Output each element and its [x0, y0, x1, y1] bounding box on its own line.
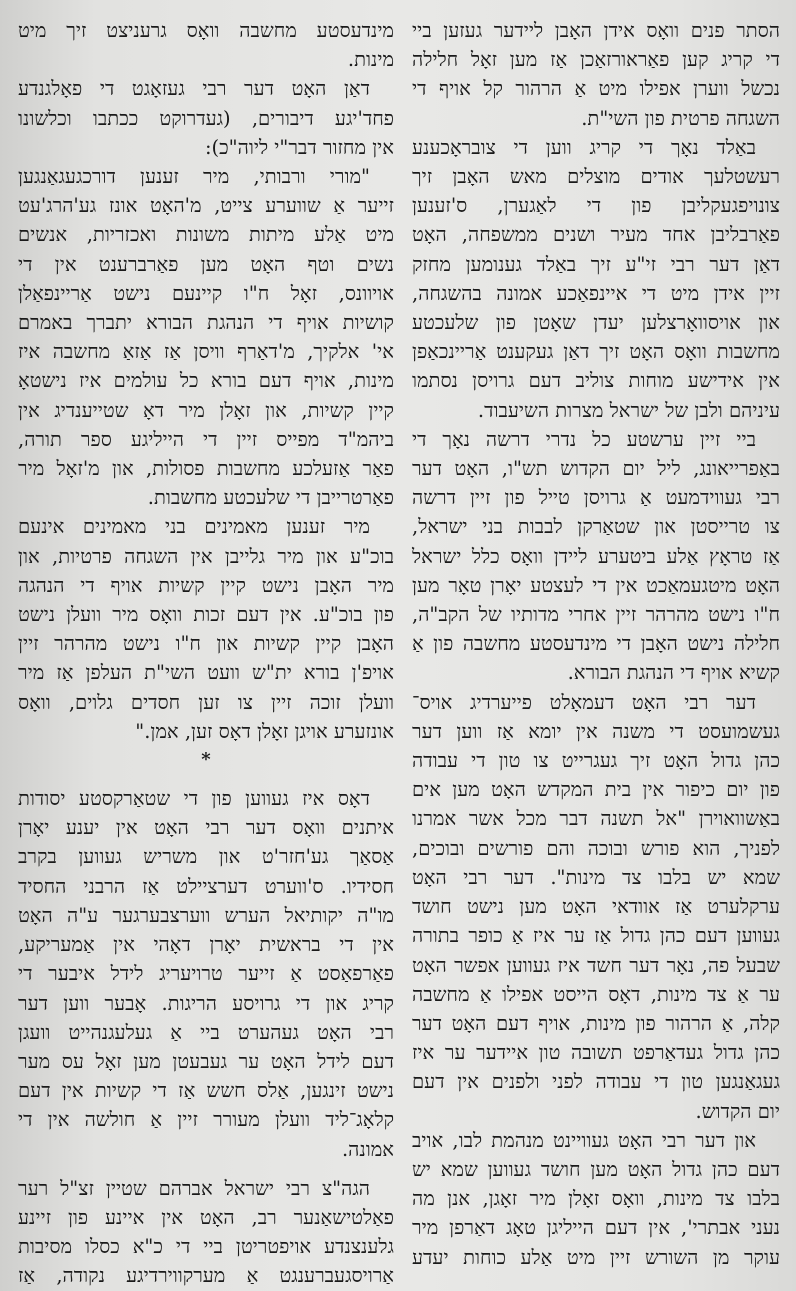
text-line: געשמועסט די משנה אין יומא אַז ווען דער: [412, 719, 780, 743]
text-line: גלענצנדע אויפטריטן ביי די כ"א כסלו מסיבות: [18, 1235, 394, 1259]
text-line: אַז טראָץ אַלע ביטערע ליידן וואָס כלל ישראל: [412, 544, 780, 568]
text-line: רבי האָט געהערט ביי אַ געלעגנהייט וועגן: [18, 1020, 394, 1044]
text-line: מינות.: [347, 48, 394, 72]
text-line: דאָס איז געווען פון די שטאַרקסטע יסודות: [18, 787, 370, 811]
text-line: פון בוכ"ע. אין דעם זכות וואָס מיר וועלן נישט: [18, 603, 394, 627]
text-line: הגה"צ רבי ישראל אברהם שטיין זצ"ל רער: [18, 1176, 370, 1200]
text-line: חלילה נישט האָבן די מינדעסטע מחשבה פון אַ: [412, 632, 780, 656]
text-line: רבי געווידמעט אַ גרויסן טייל פון זיין דרשה: [412, 486, 780, 510]
paragraph-6: [18, 1174, 394, 1291]
text-line: באַלד נאָך די קריג ווען די צובראָכענע: [412, 135, 756, 159]
text-line: בוכ"ע און מיר גלייבן אין השגחה פרטיות, און: [18, 544, 394, 568]
text-line: מחשבות וואָס האָט זיך דאַן געקענט אַריינכאַפן: [412, 340, 780, 364]
text-line: באַשוואוירן "אל תשנה דבר מכל אשר אמרנו: [412, 807, 780, 831]
text-line: בלבו צד מינות, וואָס זאָלן מיר זאָגן, אנן מה: [412, 1187, 780, 1211]
text-line: עוקר מן השורש זיין מיט אַלע כוחות יעדע: [412, 1245, 780, 1269]
text-line: פחד'יגע דיבורים, (געדרוקט ככתבו וכלשונו: [18, 106, 394, 130]
paragraph-2: [18, 74, 394, 162]
text-line: מיר האָבן נישט קיין קשיות אויף די הנהגה: [18, 573, 394, 597]
paragraph-3: [412, 425, 780, 688]
text-line: אויפ'ן בורא ית"ש וועט השי"ת העלפן אַז מיר: [18, 661, 394, 685]
text-line: כהן גדול האָט זיך געגרייט צו טון די עבודה: [412, 749, 780, 773]
text-line: זייער אַ שווערע צייט, מ'האָט אונז גע'הרג'עט: [18, 194, 394, 218]
text-line: ביי זיין ערשטע כל נדרי דרשה נאָך די: [412, 427, 756, 451]
text-line: צו טרייסטן און שטאַרקן לבבות בני ישראל,: [412, 515, 780, 539]
text-line: נעני אבתרי', אין דעם הייליגן טאָג דאַרפן מיר: [412, 1216, 780, 1240]
text-line: עיניהם ולבן של ישראל מצרות השיעבוד.: [477, 398, 780, 422]
text-line: דעם כהן גדול האָט מען חושד געווען שמא יש: [412, 1157, 780, 1181]
text-line: שבעל פה, נאָר דער חשד איז געווען אפשר האָט: [412, 953, 780, 977]
text-line: שמא יש בלבו צד מינות". דער רבי האָט: [412, 865, 780, 889]
text-line: געווען דעם כהן גדול אַז ער איז אַ כופר בתורה: [412, 924, 780, 948]
text-line: לפניך, הוא פורש ובוכה והם פורשים ובוכים,: [412, 836, 780, 860]
text-line: קלאָג־ליד וועלן מעורר זיין אַ חולשה אין די: [18, 1108, 394, 1132]
right-column: [412, 16, 780, 1272]
text-line: הסתר פנים וואָס אידן האָבן ליידער געזען ביי: [412, 19, 780, 42]
text-line: מיר זענען מאמינים בני מאמינים אינעם: [18, 515, 370, 539]
text-line: ערקלערט אַז אוודאי האָט מען נישט חושד: [412, 895, 780, 919]
text-line: האָט מיטגעמאַכט אין די לעצטע יאָרן טאָר מען: [412, 573, 780, 597]
text-line: אין אידישע מוחות צוליב דעם גרויסן נסתמו: [412, 369, 780, 393]
text-line: האָבן קיין קשיות און ח"ו נישט מהרהר זיין: [18, 632, 394, 656]
text-line: יום הקדוש.: [695, 1099, 780, 1123]
text-line: ח"ו נישט מהרהר זיין אחרי מדותיו של הקב"ה,: [412, 603, 780, 627]
text-line: און דער רבי האָט געוויינט מנהמת לבו, אויב: [412, 1128, 756, 1152]
text-line: השגחה פרטית פון השי"ת.: [581, 106, 780, 130]
text-line: אמונה.: [341, 1137, 394, 1161]
text-line: פאַרטרייבן די שלעכטע מחשבות.: [147, 486, 394, 510]
left-column: [18, 16, 394, 1291]
spacer: [18, 1164, 394, 1174]
text-line: פאַרבליבן אחד מעיר ושנים ממשפחה, האָט: [412, 223, 780, 247]
text-line: קריג און די גרויסע הריגות. אָבער ווען דער: [18, 991, 394, 1015]
quote-paragraph-1: [18, 162, 394, 512]
text-line: זיין אידן מיט די איינפאַכע אמונה בהשגחה,: [412, 281, 780, 305]
text-line: איתנים וואָס דער רבי האָט אין יענע יאָרן: [18, 816, 394, 840]
text-line: אין די בראשית יאָרן דאָהי אין אַמעריקע,: [18, 933, 394, 957]
text-line: פאַרפאַסט אַ זייער טרויעריג לידל איבער די: [18, 962, 394, 986]
text-line: אין מחזור דבר"י ליוה"כ):: [204, 135, 394, 159]
text-line: חסידיו. ס'ווערט דערציילט אַז הרבני החסיד: [18, 874, 394, 898]
text-line: נישט זינגען, אַלס חשש אַז די קשיות אין דעם: [18, 1079, 394, 1103]
text-line: אי' אלקיך, מ'דאַרף וויסן אַז אַזאַ מחשבה איז: [18, 340, 394, 364]
text-line: אַרויסגעברענגט אַ מערקווירדיגע נקודה, אַז: [18, 1264, 394, 1288]
text-line: קשיא אויף די הנהגת הבורא.: [567, 661, 780, 685]
text-line: ער אַ צד מינות, דאָס הייסט אפילו אַ מחשבה: [412, 982, 780, 1006]
paragraph-2: [412, 133, 780, 425]
paragraph-5: [412, 1126, 780, 1272]
spacer: [18, 774, 394, 784]
text-line: דעם לידל האָט ער געבעטן מען זאָל עס מער: [18, 1049, 394, 1073]
paragraph-5: [18, 784, 394, 1164]
text-line: נשים וטף האָט מען פאַרברענט אין די: [18, 252, 394, 276]
paragraph-1: [18, 16, 394, 74]
paragraph-4: [412, 688, 780, 1126]
text-line: כהן גדול געדאַרפט תשובה טון איידער ער איז: [412, 1041, 780, 1065]
text-line: מיט אַלע מיתות משונות ואכזריות, אנשים: [18, 223, 394, 247]
text-line: קיין קשיות, און זאָלן מיר דאָ שטייענדיג אין: [18, 398, 394, 422]
paragraph-1: [412, 16, 780, 133]
text-line: דער רבי האָט דעמאָלט פייערדיג אויס־: [412, 690, 756, 714]
text-line: באַפרייאונג, ליל יום הקדוש תש"ו, האָט דער: [412, 457, 780, 481]
text-line: אונזערע אויגן זאָלן דאָס זען, אמן.": [135, 719, 394, 743]
text-line: געגאַנגען טון די עבודה לפני ולפנים אין דעם: [412, 1070, 780, 1094]
text-line: פון יום כיפור אין בית המקדש האָט מען אים: [412, 778, 780, 802]
quote-paragraph-2: [18, 512, 394, 746]
text-line: נכשל ווערן אפילו מיט אַ הרהור קל אויף די: [412, 77, 780, 101]
text-line: אַסאַך גע'חזר'ט און משריש געווען בקרב: [18, 845, 394, 869]
text-line: די קריג קען פאַראורזאַכן אַז מען זאָל חלילה: [412, 48, 780, 72]
text-line: וועלן זוכה זיין צו זען חסדים גלוים, וואָס: [18, 690, 394, 714]
text-line: קושיות אויף די הנהגת הבורא יתברך באמרם: [18, 311, 394, 335]
text-line: מינדעסטע מחשבה וואָס גרעניצט זיך מיט: [18, 19, 394, 42]
text-line: אויוונס, זאָל ח"ו קיינעם נישט אַריינפאַלן: [18, 281, 394, 305]
text-line: מו"ה יקותיאל הערש ווערצבערגער ע"ה האָט: [18, 903, 394, 927]
text-line: קלה, אַ הרהור פון מינות, אויף דעם האָט דער: [412, 1011, 780, 1035]
text-line: דאַן דער רבי זי"ע זיך באַלד גענומען מחזק: [412, 252, 780, 276]
text-line: צונויפגעקליבן פון די לאַגערן, ס'זענען: [412, 194, 780, 218]
section-divider-asterisk: *: [201, 749, 211, 771]
text-line: און אויסוואָרצלען יעדן שאָטן פון שלעכטע: [412, 311, 780, 335]
text-line: מינות, אויף דעם בורא כל עולמים איז נישטאָ: [18, 369, 394, 393]
text-line: ביהמ"ד מפייס זיין די הייליגע ספר תורה,: [18, 427, 394, 451]
text-line: רעשטלעך אודים מוצלים מאש האָבן זיך: [412, 165, 780, 189]
text-line: פאַר אַזעלכע מחשבות פסולות, און מ'זאָל מיר: [18, 457, 394, 481]
text-line: "מורי ורבותי, מיר זענען דורכגעגאַנגען: [18, 165, 370, 189]
text-line: דאַן האָט דער רבי געזאָגט די פאָלגנדע: [18, 77, 370, 101]
text-line: פאַלטישאַנער רב, האָט אין איינע פון זיינע: [18, 1205, 394, 1229]
